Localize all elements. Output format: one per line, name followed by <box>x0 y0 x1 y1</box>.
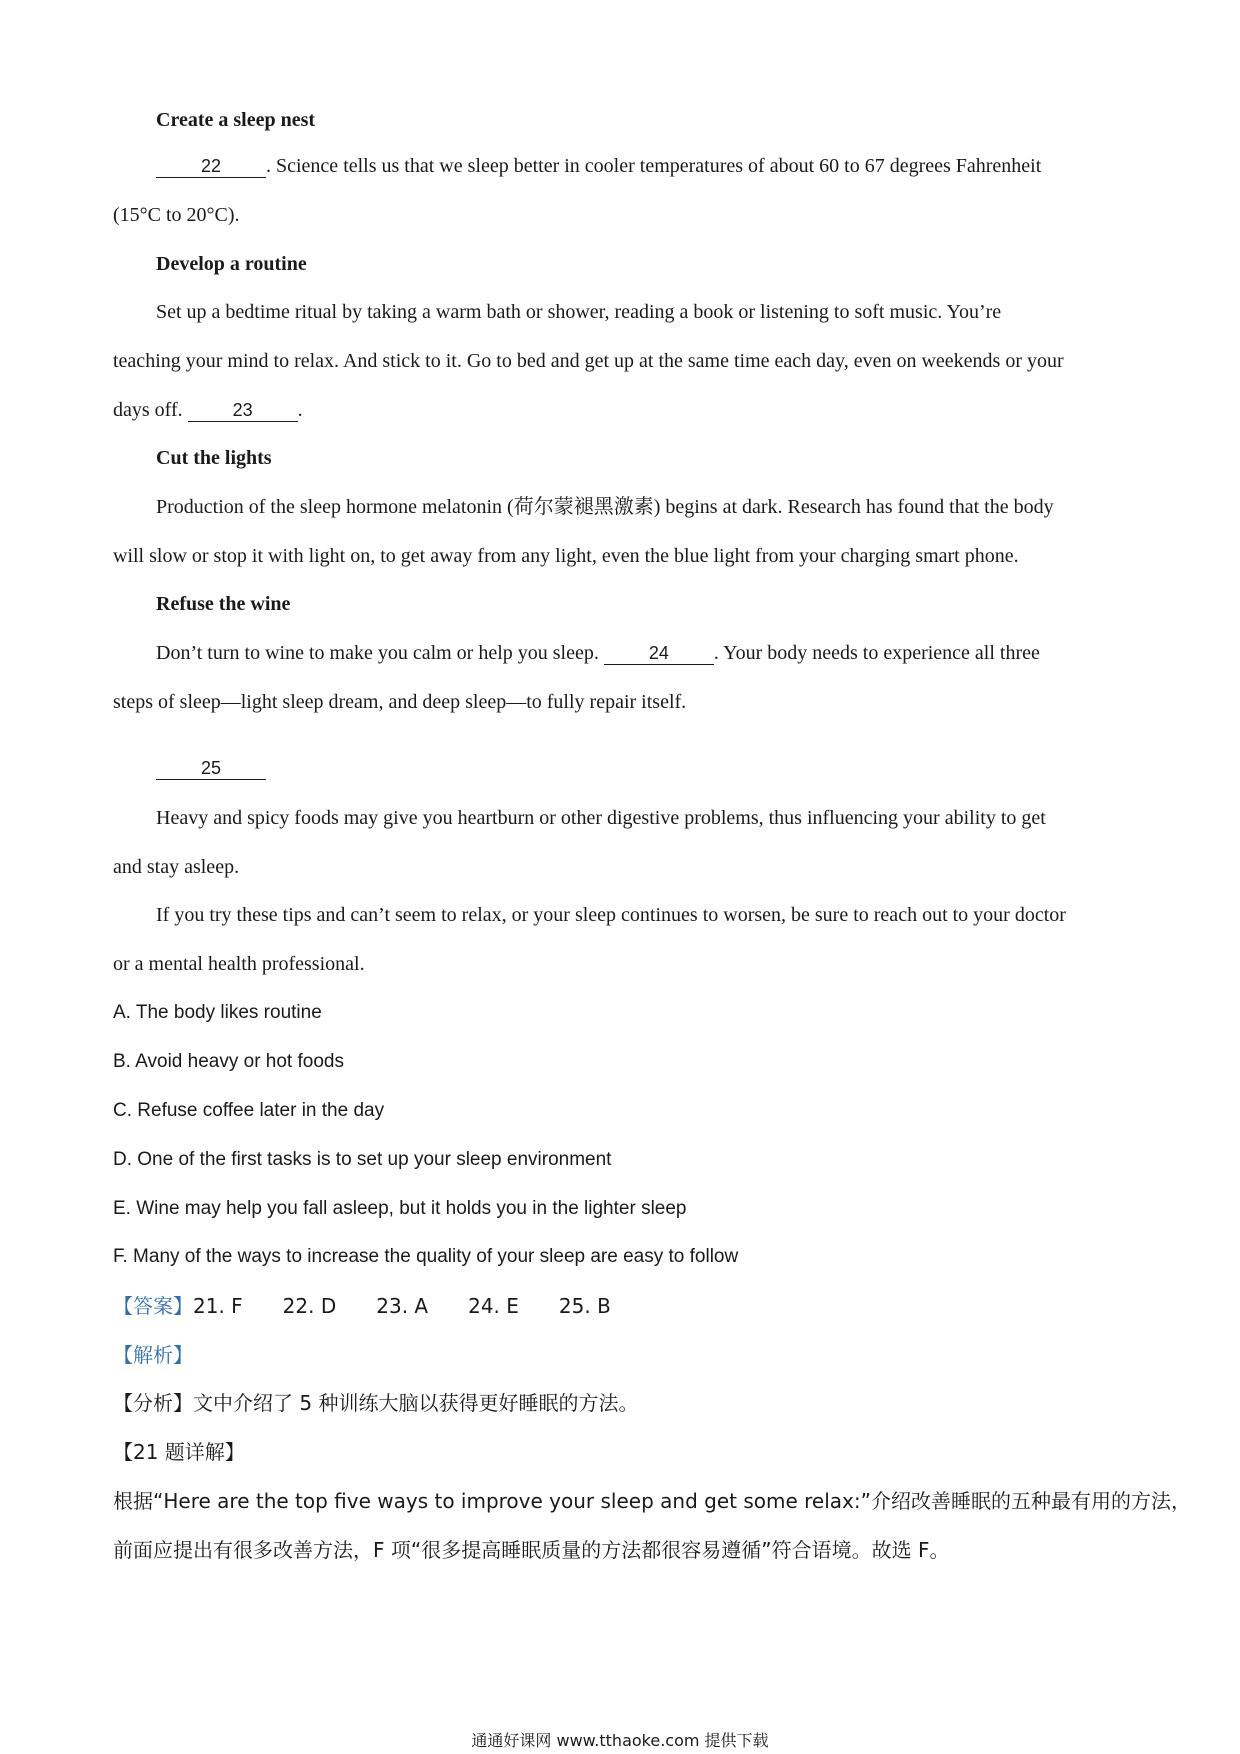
detail-text: 前面应提出有很多改善方法，F 项“很多提高睡眠质量的方法都很容易遵循”符合语境。故选 F。 <box>113 1538 950 1562</box>
paragraph-text: days off. <box>113 399 183 421</box>
answer-blank-22: 22 <box>156 155 266 178</box>
paragraph-line: Production of the sleep hormone melatonin (荷尔蒙褪黑激素) begins at dark. Research has found that the body <box>156 496 1054 518</box>
answer-item: 25. B <box>558 1294 611 1318</box>
paragraph-line <box>113 396 303 424</box>
paragraph-line: and stay asleep. <box>113 856 240 878</box>
paragraph-line: will slow or stop it with light on, to get away from any light, even the blue light from your charging smart phone. <box>113 545 1019 567</box>
answer-label: 【答案】 <box>113 1294 193 1318</box>
paragraph-line: Heavy and spicy foods may give you heartburn or other digestive problems, thus influencing your ability to get <box>156 807 1046 829</box>
paragraph-line: Set up a bedtime ritual by taking a warm bath or shower, reading a book or listening to soft music. You’re <box>156 301 1002 323</box>
paragraph-line: (15°C to 20°C). <box>113 204 240 226</box>
analysis-label: 【解析】 <box>113 1343 193 1367</box>
option-c: C. Refuse coffee later in the day <box>113 1100 385 1121</box>
answer-item: 22. D <box>282 1294 337 1318</box>
paragraph-line: steps of sleep—light sleep dream, and deep sleep—to fully repair itself. <box>113 691 687 713</box>
option-a: A. The body likes routine <box>113 1002 322 1023</box>
paragraph-text: . Science tells us that we sleep better in cooler temperatures of about 60 to 67 degrees Fahrenheit <box>266 155 1042 177</box>
paragraph-text: . <box>297 399 303 421</box>
paragraph-text: Don’t turn to wine to make you calm or help you sleep. <box>156 642 599 664</box>
section-heading-wine: Refuse the wine <box>156 593 291 615</box>
section-heading-sleep-nest: Create a sleep nest <box>156 109 316 131</box>
paragraph-line: If you try these tips and can’t seem to relax, or your sleep continues to worsen, be sure to reach out to your doctor <box>156 904 1066 926</box>
answer-blank-25: 25 <box>156 757 266 780</box>
paragraph-line <box>156 639 1040 667</box>
paragraph-line <box>156 754 266 782</box>
section-heading-routine: Develop a routine <box>156 253 307 275</box>
answer-blank-24: 24 <box>604 642 714 665</box>
paragraph-line: teaching your mind to relax. And stick to it. Go to bed and get up at the same time each day, even on weekends or your <box>113 350 1064 372</box>
answer-item: 23. A <box>376 1294 429 1318</box>
answer-blank-23: 23 <box>188 399 298 422</box>
paragraph-text: . Your body needs to experience all three <box>713 642 1040 664</box>
detail-label-21: 【21 题详解】 <box>113 1440 245 1464</box>
answer-item: 21. F <box>193 1294 243 1318</box>
paragraph-line: or a mental health professional. <box>113 953 365 975</box>
detail-text: 根据“Here are the top five ways to improve your sleep and get some relax:”介绍改善睡眠的五种最有用的方法， <box>113 1489 1191 1513</box>
section-heading-lights: Cut the lights <box>156 447 272 469</box>
option-d: D. One of the first tasks is to set up your sleep environment <box>113 1149 612 1170</box>
analysis-summary: 【分析】文中介绍了 5 种训练大脑以获得更好睡眠的方法。 <box>113 1391 639 1415</box>
paragraph-line <box>156 152 1041 180</box>
answer-item: 24. E <box>468 1294 519 1318</box>
answer-line <box>113 1292 651 1320</box>
option-b: B. Avoid heavy or hot foods <box>113 1051 344 1072</box>
option-f: F. Many of the ways to increase the quality of your sleep are easy to follow <box>113 1246 739 1267</box>
option-e: E. Wine may help you fall asleep, but it holds you in the lighter sleep <box>113 1198 687 1219</box>
page-footer: 通通好课网 www.tthaoke.com 提供下载 <box>471 1731 769 1750</box>
